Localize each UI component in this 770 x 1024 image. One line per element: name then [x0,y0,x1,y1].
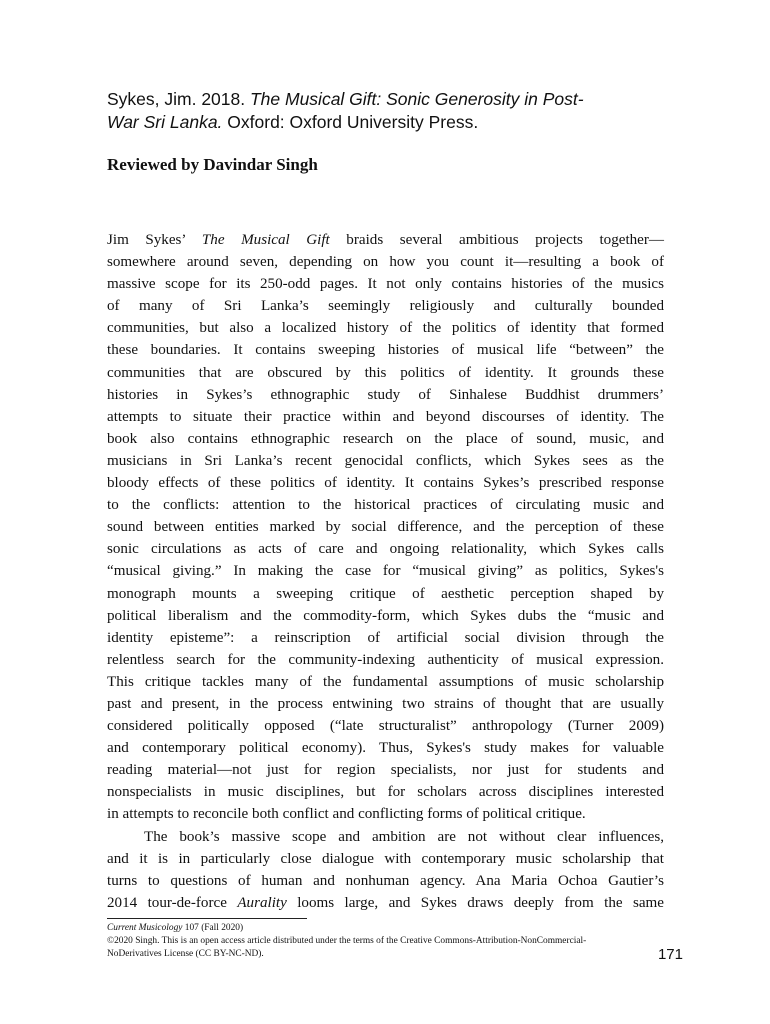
body-line: to the conflicts: attention to the historical practices of circulating music and [107,497,664,514]
body-line: bloody effects of these politics of identity. It contains Sykes’s prescribed response [107,475,664,492]
body-line: communities that are obscured by this politics of identity. It grounds these [107,364,664,381]
first-line-text: Jim Sykes’ [107,232,202,248]
body-line: sonic circulations as acts of care and ongoing relationality, which Sykes calls [107,541,664,558]
footnote-rule [107,918,307,919]
page-number: 171 [657,946,683,963]
body-line: monograph mounts a sweeping critique of aesthetic perception shaped by [107,585,664,602]
body-line: musicians in Sri Lanka’s recent genocidal conflicts, which Sykes sees as the [107,452,664,469]
reviewer-byline: Reviewed by Davindar Singh [107,155,318,174]
paragraph-2 [107,826,664,892]
book-citation [107,88,667,134]
aurality-title-italic: Aurality [237,894,287,911]
body-line: reading material—not just for region specialists, nor just for students and [107,762,664,779]
body-line: somewhere around seven, depending on how you count it—resulting a book of [107,254,664,271]
journal-name: Current Musicology [107,923,183,933]
body-line: in attempts to reconcile both conflict and conflicting forms of political critique. [107,806,586,823]
citation-author-year: Sykes, Jim. 2018. [107,89,250,109]
citation-publisher: Oxford: Oxford University Press. [222,112,479,132]
body-line: of many of Sri Lanka’s seemingly religiously and culturally bounded [107,298,664,315]
body-line: “musical giving.” In making the case for “musical giving” as politics, Sykes's [107,563,664,580]
body-line: This critique tackles many of the fundamental assumptions of music scholarship [107,673,664,690]
book-title-italic: The Musical Gift [201,232,330,248]
paragraph-1 [107,251,664,825]
body-line: sound between entities marked by social difference, and the perception of these [107,519,664,536]
review-body [107,229,664,914]
citation-line-2 [107,111,667,134]
body-line: The book’s massive scope and ambition are not without clear influences, [144,828,664,845]
body-line: past and present, in the process entwining two strains of thought that are usually [107,695,664,712]
citation-title-part-2: War Sri Lanka. [107,112,223,132]
body-line: and contemporary political economy). Thus, Sykes's study makes for valuable [107,740,664,757]
last-line-text-end: looms large, and Sykes draws deeply from the same [286,894,664,911]
body-line: relentless search for the community-indexing authenticity of musical expression. [107,651,664,668]
body-line-last [107,892,664,914]
first-line-text-end: braids several ambitious projects together— [329,232,665,248]
body-line: massive scope for its 250-odd pages. It not only contains histories of the musics [107,276,664,293]
body-line: and it is in particularly close dialogue with contemporary music scholarship that [107,850,664,867]
body-line: turns to questions of human and nonhuman agency. Ana Maria Ochoa Gautier’s [107,872,664,889]
citation-title-part-1: The Musical Gift: Sonic Generosity in Post- [249,89,584,109]
body-line: communities, but also a localized history of the politics of identity that formed [107,320,664,337]
body-line: identity episteme”: a reinscription of artificial social division through the [107,629,664,646]
body-line: political liberalism and the commodity-form, which Sykes dubs the “music and [107,607,664,624]
body-line: considered politically opposed (“late structuralist” anthropology (Turner 2009) [107,718,664,735]
journal-issue-line [107,922,667,935]
citation-line-1 [107,88,667,111]
license-line-1: ©2020 Singh. This is an open access article distributed under the terms of the Creative Commons-Attribution-NonCommercial- [107,936,587,946]
body-line: attempts to situate their practice within and beyond discourses of identity. The [107,408,664,425]
body-line: nonspecialists in music disciplines, but for scholars across disciplines interested [107,784,664,801]
journal-issue: 107 (Fall 2020) [182,923,244,933]
footer-notice [107,922,667,961]
body-line: histories in Sykes’s ethnographic study of Sinhalese Buddhist drummers’ [107,386,664,403]
last-line-text: 2014 tour-de-force [107,894,238,911]
license-line-2: NoDerivatives License (CC BY-NC-ND). [107,949,264,959]
body-line: book also contains ethnographic research on the place of sound, music, and [107,430,664,447]
body-line: these boundaries. It contains sweeping histories of musical life “between” the [107,342,664,359]
body-line-first [107,229,664,251]
